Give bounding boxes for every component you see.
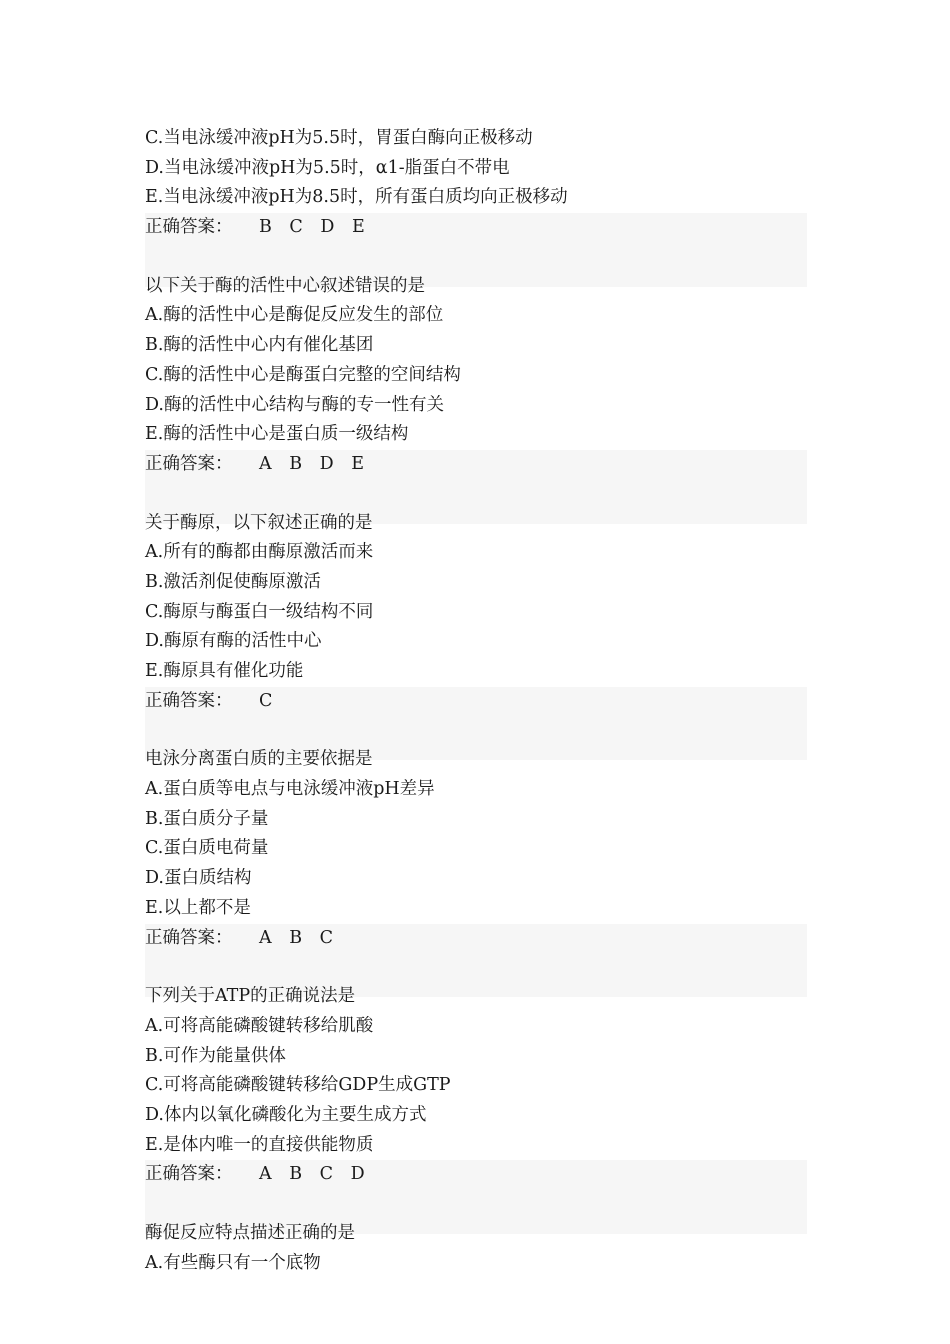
- answer-letters: A B D E: [259, 453, 364, 474]
- question-block: [0, 716, 950, 953]
- leading-block: [0, 124, 950, 243]
- option-line: D.体内以氧化磷酸化为主要生成方式: [145, 1104, 427, 1125]
- option-line: B.可作为能量供体: [145, 1045, 286, 1066]
- answer-label: 正确答案：: [145, 1164, 233, 1185]
- question-list: [0, 243, 950, 1279]
- question-block: [0, 1190, 950, 1278]
- answer-row: [145, 1160, 807, 1190]
- answer-label: 正确答案：: [145, 453, 233, 474]
- answer-row: [145, 687, 807, 717]
- option-line: D.当电泳缓冲液pH为5.5时，α1-脂蛋白不带电: [145, 157, 510, 178]
- answer-row: [145, 213, 807, 243]
- answer-letters: B C D E: [259, 217, 365, 238]
- answer-row: [145, 450, 807, 480]
- answer-row: [145, 924, 807, 954]
- answer-label: 正确答案：: [145, 217, 233, 238]
- question-stem: 以下关于酶的活性中心叙述错误的是: [145, 275, 425, 296]
- question-stem: 酶促反应特点描述正确的是: [145, 1223, 355, 1243]
- option-line: C.当电泳缓冲液pH为5.5时，胃蛋白酶向正极移动: [145, 128, 533, 148]
- option-line: D.酶的活性中心结构与酶的专一性有关: [145, 394, 444, 415]
- answer-label: 正确答案：: [145, 690, 233, 711]
- option-line: E.当电泳缓冲液pH为8.5时，所有蛋白质均向正极移动: [145, 187, 568, 208]
- question-block: [0, 480, 950, 717]
- option-line: A.所有的酶都由酶原激活而来: [145, 542, 374, 563]
- answer-letters: A B C: [259, 927, 334, 948]
- question-stem: 下列关于ATP的正确说法是: [145, 986, 356, 1007]
- option-line: E.酶的活性中心是蛋白质一级结构: [145, 424, 409, 445]
- option-line: C.蛋白质电荷量: [145, 838, 269, 859]
- question-block: [0, 953, 950, 1190]
- option-line: E.酶原具有催化功能: [145, 661, 304, 681]
- document-page: [0, 124, 950, 1278]
- option-line: C.可将高能磷酸键转移给GDP生成GTP: [145, 1075, 451, 1096]
- option-line: C.酶原与酶蛋白一级结构不同: [145, 601, 374, 622]
- option-line: D.酶原有酶的活性中心: [145, 631, 322, 652]
- option-line: B.酶的活性中心内有催化基团: [145, 335, 374, 356]
- option-line: A.有些酶只有一个底物: [145, 1252, 321, 1273]
- question-stem: 电泳分离蛋白质的主要依据是: [145, 749, 373, 770]
- answer-letters: A B C D: [259, 1164, 365, 1185]
- answer-label: 正确答案：: [145, 927, 233, 948]
- option-line: D.蛋白质结构: [145, 868, 252, 889]
- answer-letters: C: [259, 690, 273, 711]
- question-stem: 关于酶原，以下叙述正确的是: [145, 512, 373, 533]
- option-line: E.以上都不是: [145, 897, 251, 918]
- option-line: A.可将高能磷酸键转移给肌酸: [145, 1015, 374, 1036]
- option-line: C.酶的活性中心是酶蛋白完整的空间结构: [145, 364, 461, 385]
- option-line: A.酶的活性中心是酶促反应发生的部位: [145, 305, 444, 326]
- option-line: E.是体内唯一的直接供能物质: [145, 1134, 374, 1155]
- option-line: B.蛋白质分子量: [145, 808, 269, 829]
- question-block: [0, 243, 950, 480]
- option-line: B.激活剂促使酶原激活: [145, 571, 321, 592]
- option-line: A.蛋白质等电点与电泳缓冲液pH差异: [145, 779, 435, 800]
